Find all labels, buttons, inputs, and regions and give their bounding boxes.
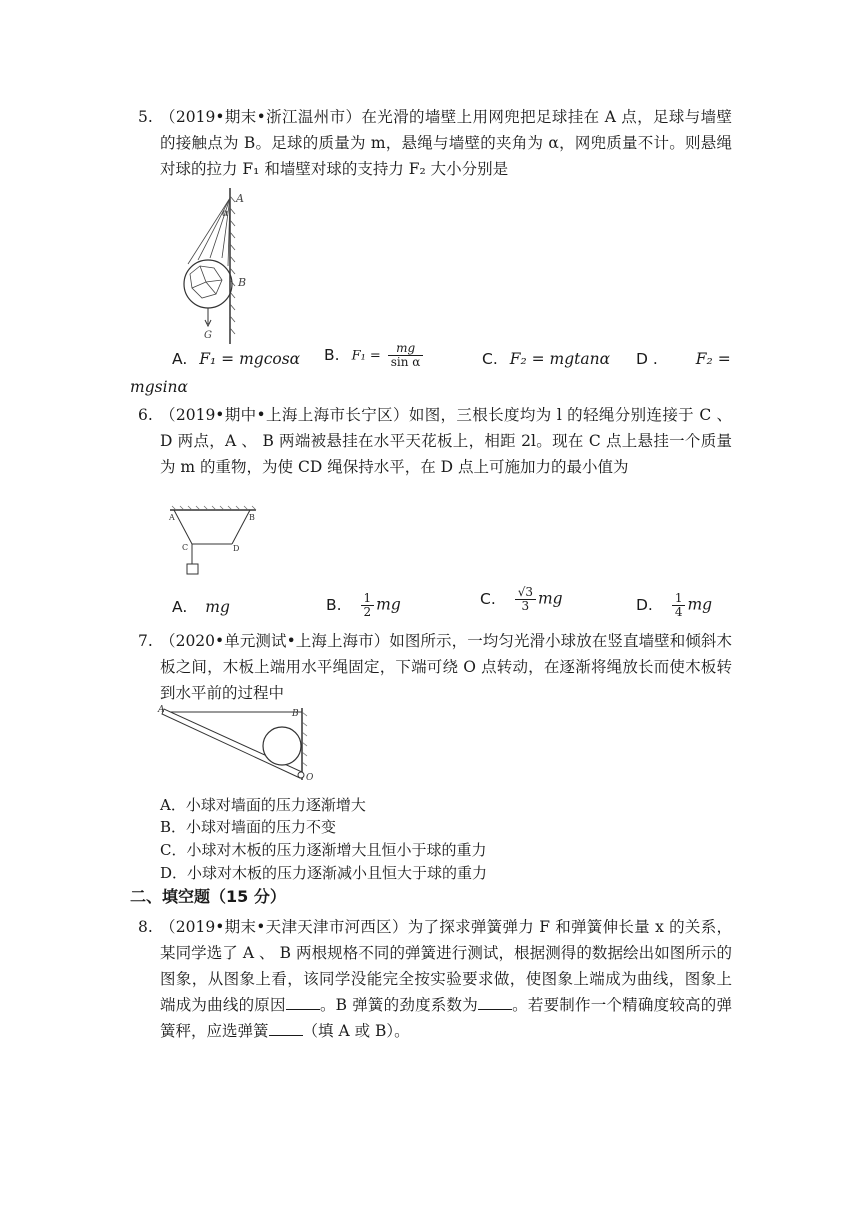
question-text: （2019•期末•天津天津市河西区）为了探求弹簧弹力 F 和弹簧伸长量 x 的关系，某同学选了 A 、 B 两根规格不同的弹簧进行测试，根据测得的数据绘出如图所示的图象，从图象上看，该同学没能完全按实验要求做，使图象上端成为曲线，图象上端成为曲线的原因 。B 弹簧的劲度系数为 。若要制作一个精确度较高的弹簧秤，应选弹簧 （填 A 或 B）。 (160, 918, 732, 1040)
label-B: B (249, 513, 255, 522)
figure-q5-football-net (170, 186, 280, 346)
question-number: 7. (138, 632, 153, 650)
question-text: （2020•单元测试•上海上海市）如图所示，一均匀光滑小球放在竖直墙壁和倾斜木板之间，木板上端用水平绳固定，下端可绕 O 点转动，在逐渐将绳放长而使木板转到水平前的过程中 (160, 632, 732, 702)
answer-blank[interactable] (286, 995, 320, 1010)
option-b: B. F₁ = $\frac{mg}{\text{sin α}}$ (324, 342, 425, 369)
label-G: G (204, 330, 212, 341)
question-text: （2019•期末•浙江温州市）在光滑的墙壁上用网兜把足球挂在 A 点，足球与墙壁的接触点为 B。足球的质量为 m，悬绳与墙壁的夹角为 α，网兜质量不计。则悬绳对球的拉力 F₁ 和墙壁对球的支持力 F₂ 大小分别是 (160, 108, 732, 178)
fraction: $\frac{1}{4}$ (672, 592, 686, 619)
option-c: C. $\frac{√3}{3}$ mg (480, 585, 563, 613)
fraction: $\frac{1}{2}$ (361, 592, 375, 619)
figure-q6-ropes (166, 504, 266, 580)
question-6 (138, 402, 732, 480)
section-title: 二、填空题（15 分） (130, 887, 286, 906)
label-A: A (236, 192, 244, 205)
figure-q7-ball-board (156, 704, 316, 784)
label-B: B (292, 709, 299, 719)
label-alpha: α (222, 208, 229, 219)
q7-option-a: A．小球对墙面的压力逐渐增大 (160, 796, 366, 814)
q7-option-d: D．小球对木板的压力逐渐减小且恒大于球的重力 (160, 864, 488, 882)
option-d-wrap: mgsinα (130, 378, 188, 396)
question-number: 5. (138, 108, 153, 126)
question-number: 6. (138, 406, 153, 424)
answer-blank[interactable] (269, 1021, 303, 1036)
q7-option-b: B．小球对墙面的压力不变 (160, 818, 337, 836)
option-b: B. $\frac{1}{2}$ mg (326, 591, 401, 619)
label-D: D (233, 544, 240, 553)
label-C: C (182, 543, 189, 552)
option-a: A. F₁ = mgcosα (172, 350, 301, 368)
fraction: $\frac{mg}{\text{sin α}}$ (388, 342, 424, 369)
question-8 (138, 914, 732, 1044)
option-a: A. mg (172, 598, 230, 616)
answer-blank[interactable] (478, 995, 512, 1010)
label-A: A (158, 705, 165, 715)
label-O: O (306, 773, 314, 783)
label-A: A (169, 513, 175, 522)
label-B: B (238, 276, 247, 289)
q7-option-c: C．小球对木板的压力逐渐增大且恒小于球的重力 (160, 841, 487, 859)
option-c: C. F₂ = mgtanα (482, 350, 611, 368)
question-5 (138, 104, 732, 182)
question-7 (138, 628, 732, 706)
fraction: $\frac{√3}{3}$ (515, 586, 536, 613)
option-d: D . F₂ = (636, 350, 731, 368)
question-number: 8. (138, 918, 153, 936)
option-d: D. $\frac{1}{4}$ mg (636, 591, 713, 619)
question-text: （2019•期中•上海上海市长宁区）如图，三根长度均为 l 的轻绳分别连接于 C 、 D 两点，A 、 B 两端被悬挂在水平天花板上，相距 2l。现在 C 点上悬挂一个质量为 m 的重物，为使 CD 绳保持水平，在 D 点上可施加力的最小值为 (160, 406, 732, 476)
